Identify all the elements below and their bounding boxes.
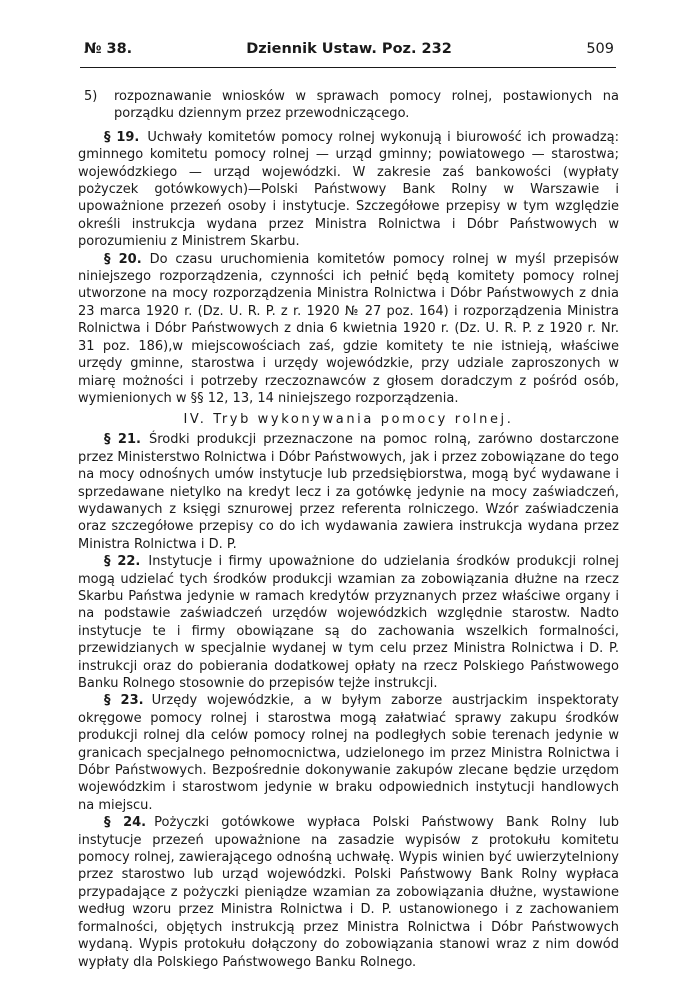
section-23 xyxy=(78,692,619,814)
page-header xyxy=(84,38,614,60)
journal-title: Dziennik Ustaw. Poz. 232 xyxy=(246,41,452,57)
section-marker: § 21. xyxy=(104,432,141,448)
section-text: Instytucje i firmy upoważnione do udzielania środków produkcji rolnej mogą udzielać tych środków produkcji wzamian za zobowiązania dłużne na rzecz Skarbu Państwa jedynie w ramach kredytów przyznanych przez właściwe organy i na podstawie zaświadczeń urzędów wojewódzkich względnie starostw. Nadto instytucje te i firmy obowiązane są do zachowania wszelkich formalności, przewidzianych w specjalnie wydanej w tym celu przez Ministra Rolnictwa i D. P. instrukcji oraz do pobierania dodatkowej opłaty na rzecz Polskiego Państwowego Banku Rolnego stosownie do przepisów tejże instrukcji. xyxy=(78,554,619,691)
item-text: rozpoznawanie wniosków w sprawach pomocy rolnej, postawionych na porządku dziennym przez przewodniczącego. xyxy=(114,89,619,122)
section-21 xyxy=(78,431,619,553)
section-22 xyxy=(78,553,619,692)
section-text: Środki produkcji przeznaczone na pomoc rolną, zarówno dostarczone przez Ministerstwo Rolnictwa i Dóbr Państwowych, jak i przez zobowiązane do tego na mocy odnośnych umów instytucje lub przedsiębiorstwa, mogą być wydawane i sprzedawane nietylko na kredyt lecz i za gotówkę jedynie na mocy zaświadczeń, wydawanych z księgi sznurowej przez referenta rolniczego. Wzór zaświadczenia oraz szczegółowe przepisy co do ich wydawania zawiera instrukcja wydana przez Ministra Rolnictwa i D. P. xyxy=(78,432,619,552)
section-marker: § 22. xyxy=(104,554,141,570)
header-rule xyxy=(80,67,616,68)
page-body xyxy=(78,88,619,971)
section-text: Uchwały komitetów pomocy rolnej wykonują i biurowość ich prowadzą: gminnego komitetu pomocy rolnej — urząd gminny; powiatowego — starostwa; wojewódzkiego — urząd wojewódzki. W zakresie zaś bankowości (wypłaty pożyczek gotówkowych)—Polski Państwowy Bank Rolny w Warszawie i upoważnione przezeń osoby i instytucje. Szczegółowe przepisy w tym względzie określi instrukcja wydana przez Ministra Rolnictwa i Dóbr Państwowych w porozumieniu z Ministrem Skarbu. xyxy=(78,129,619,250)
section-marker: § 24. xyxy=(104,815,147,831)
chapter-heading: IV. Tryb wykonywania pomocy rolnej. xyxy=(183,412,514,428)
issue-number: № 38. xyxy=(84,41,133,57)
section-marker: § 19. xyxy=(104,129,140,145)
section-text: Do czasu uruchomienia komitetów pomocy rolnej w myśl przepisów niniejszego rozporządzenia, czynności ich pełnić będą komitety pomocy rolnej utworzone na mocy rozporządzenia Ministra Rolnictwa i Dóbr Państwowych z dnia 23 marca 1920 r. (Dz. U. R. P. z r. 1920 № 27 poz. 164) i rozporządzenia Ministra Rolnictwa i Dóbr Państwowych z dnia 6 kwietnia 1920 r. (Dz. U. R. P. z 1920 r. Nr. 31 poz. 186),w miejscowościach zaś, gdzie komitety te nie istnieją, właściwe urzędy gminne, starostwa i urzędy wojewódzkie, przy udziale zaproszonych w miarę możności i potrzeby rzeczoznawców z głosem doradczym z pośród osób, wymienionych w §§ 12, 13, 14 niniejszego rozporządzenia. xyxy=(78,251,619,406)
section-marker: § 23. xyxy=(104,693,144,709)
section-24 xyxy=(78,814,619,971)
section-20 xyxy=(78,251,619,408)
list-item-5 xyxy=(78,88,619,123)
section-marker: § 20. xyxy=(104,251,142,267)
section-text: Urzędy wojewódzkie, a w byłym zaborze austrjackim inspektoraty okręgowe pomocy rolnej i starostwa mogą załatwiać sprawy zakupu środków produkcji rolnej dla celów pomocy rolnej na podległych sobie terenach jedynie w granicach specjalnego pełnomocnictwa, udzielonego im przez Ministra Rolnictwa i Dóbr Państwowych. Bezpośrednie dokonywanie zakupów zlecane będzie urzędom wojewódzkim i starostwom jedynie w braku odpowiednich instytucji handlowych na miejscu. xyxy=(78,693,619,813)
section-19 xyxy=(78,129,619,251)
section-text: Pożyczki gotówkowe wypłaca Polski Państwowy Bank Rolny lub instytucje przezeń upoważnione na zasadzie wypisów z protokułu komitetu pomocy rolnej, zawierającego odnośną uchwałę. Wypis winien być uwierzytelniony przez starostwo lub urząd wojewódzki. Polski Państwowy Bank Rolny wypłaca przypadające z pożyczki pieniądze wzamian za zobowiązania dłużne, wystawione według wzoru przez Ministra Rolnictwa i D. P. ustanowionego i z zachowaniem formalności, objętych instrukcją przez Ministra Rolnictwa i Dóbr Państwowych wydaną. Wypis protokułu dołączony do zobowiązania stanowi wraz z nim dowód wypłaty dla Polskiego Państwowego Banku Rolnego. xyxy=(78,815,619,970)
page-number: 509 xyxy=(586,41,614,57)
item-label: 5) xyxy=(84,89,98,104)
